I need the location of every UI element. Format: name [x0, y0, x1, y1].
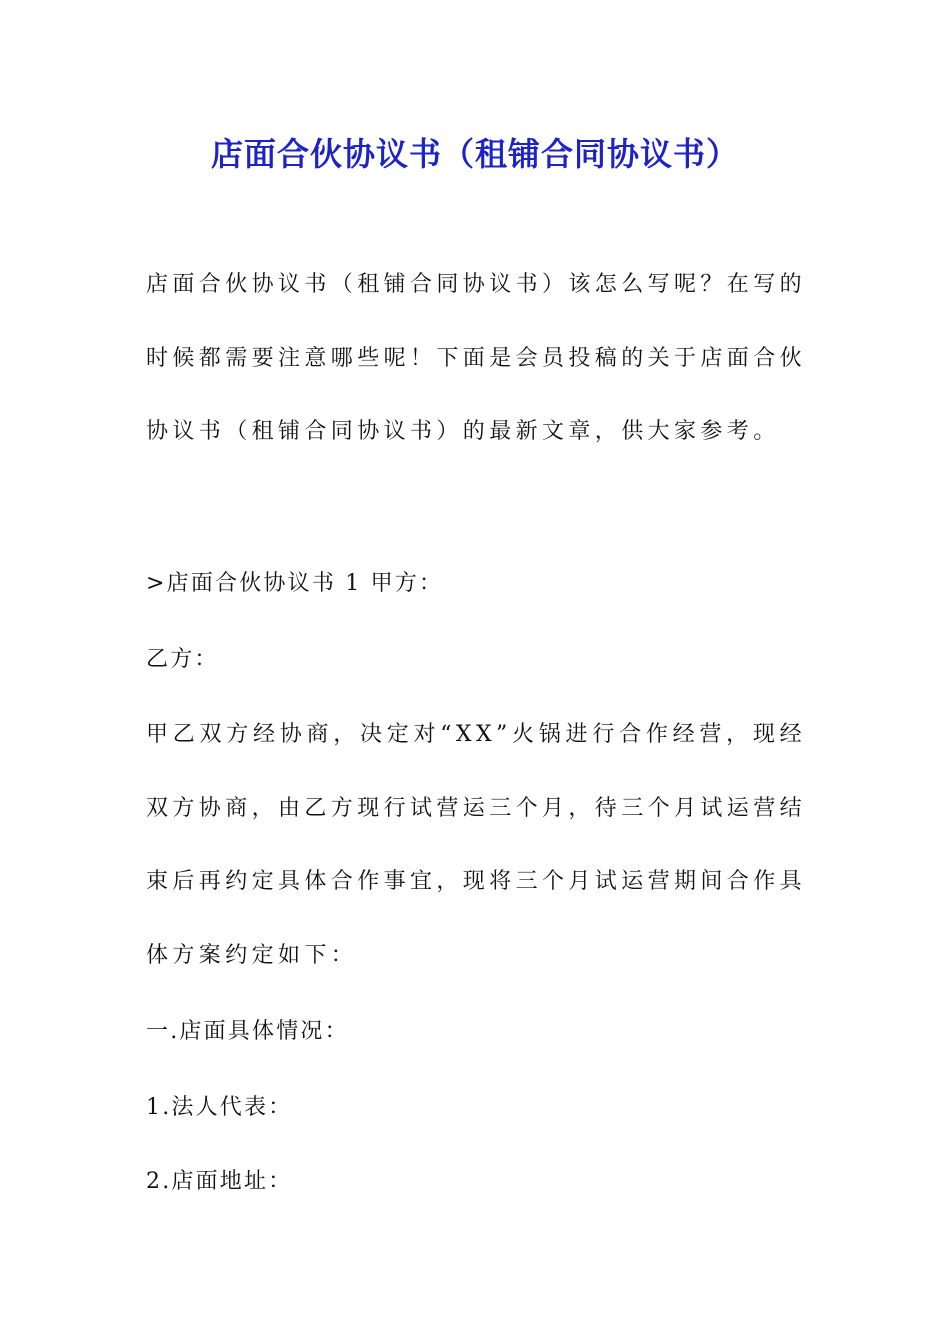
- item-legal-representative: 1.法人代表：: [146, 1095, 293, 1120]
- intro-paragraph: 店面合伙协议书（租铺合同协议书）该怎么写呢？在写的时候都需要注意哪些呢！下面是会员投稿的关于店面合伙协议书（租铺合同协议书）的最新文章，供大家参考。: [146, 272, 807, 444]
- section-heading: >店面合伙协议书 1 甲方：: [146, 571, 444, 596]
- agreement-paragraph: 甲乙双方经协商，决定对“XX”火锅进行合作经营，现经双方协商，由乙方现行试营运三个月，待三个月试运营结束后再约定具体合作事宜，现将三个月试运营期间合作具体方案约定如下：: [146, 722, 807, 968]
- party-b-line: 乙方：: [146, 647, 219, 672]
- item-store-situation: 一.店面具体情况：: [146, 1019, 349, 1044]
- document-title: 店面合伙协议书（租铺合同协议书）: [210, 135, 739, 173]
- item-store-address: 2.店面地址：: [146, 1169, 293, 1194]
